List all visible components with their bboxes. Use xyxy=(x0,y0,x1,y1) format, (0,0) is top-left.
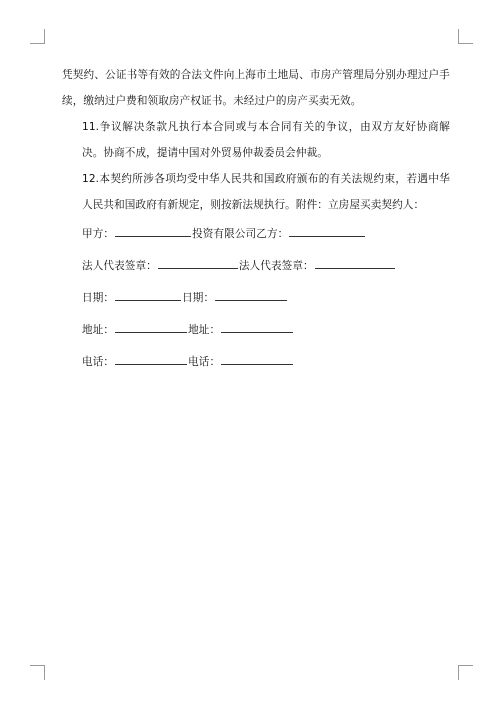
crop-mark-bottom-right xyxy=(458,665,473,680)
date-line xyxy=(62,282,450,314)
party-b-blank[interactable] xyxy=(289,226,365,237)
legal-rep-label-b: 法人代表签章： xyxy=(238,260,314,272)
phone-blank-a[interactable] xyxy=(115,354,187,365)
phone-label-a: 电话： xyxy=(82,356,115,368)
party-a-blank[interactable] xyxy=(115,226,191,237)
legal-rep-blank-b[interactable] xyxy=(315,258,395,269)
date-blank-b[interactable] xyxy=(215,290,287,301)
address-label-b: 地址： xyxy=(188,324,221,336)
crop-mark-bottom-left xyxy=(30,665,45,680)
party-line xyxy=(62,218,450,250)
crop-mark-top-left xyxy=(30,29,45,44)
document-body xyxy=(62,62,450,378)
phone-blank-b[interactable] xyxy=(221,354,293,365)
legal-rep-label-a: 法人代表签章： xyxy=(82,260,157,272)
legal-rep-line xyxy=(62,250,450,282)
company-label: 投资有限公司乙方： xyxy=(192,228,289,240)
crop-mark-top-right xyxy=(458,29,473,44)
paragraph-transfer-procedure: 凭契约、公证书等有效的合法文件向上海市土地局、市房产管理局分别办理过户手续，缴纳过户费和领取房产权证书。未经过户的房产买卖无效。 xyxy=(62,69,450,107)
paragraph-applicable-law: 12.本契约所涉各项均受中华人民共和国政府颁布的有关法规约束，若遇中华人民共和国政府有新规定，则按新法规执行。附件：立房屋买卖契约人： xyxy=(82,173,450,211)
address-blank-a[interactable] xyxy=(115,322,187,333)
date-blank-a[interactable] xyxy=(115,290,181,301)
legal-rep-blank-a[interactable] xyxy=(158,258,238,269)
address-label-a: 地址： xyxy=(82,324,115,336)
phone-label-b: 电话： xyxy=(188,356,221,368)
paragraph-dispute-resolution: 11.争议解决条款凡执行本合同或与本合同有关的争议，由双方友好协商解决。协商不成，提请中国对外贸易仲裁委员会仲裁。 xyxy=(82,121,450,159)
date-label-a: 日期： xyxy=(82,292,115,304)
address-blank-b[interactable] xyxy=(221,322,293,333)
phone-line xyxy=(62,346,450,378)
date-label-b: 日期： xyxy=(182,292,215,304)
party-a-label: 甲方： xyxy=(82,228,115,240)
address-line xyxy=(62,314,450,346)
